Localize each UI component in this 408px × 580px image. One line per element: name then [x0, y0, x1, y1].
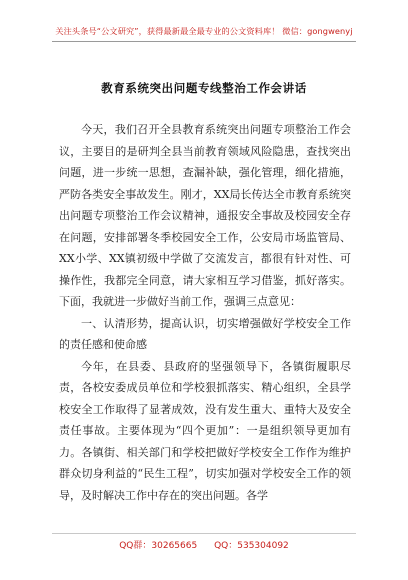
- footer-qq-group: QQ群：30265665: [119, 541, 198, 551]
- paragraph-section-1: 今年，在县委、县政府的坚强领导下，各镇街履职尽责，各校安委成员单位和学校狠抓落实、精心组织，全县学校安全工作取得了显著成效，没有发生重大、重特大及安全责任事故。主要体现为“四个更加”：一是组织领导更加有力。各镇街、相关部门和学校把做好学校安全工作作为维护群众切身利益的“民生工程”，切实加强对学校安全工作的领导，及时解决工作中存在的突出问题。各学: [59, 359, 351, 502]
- header-divider: [52, 41, 356, 42]
- header-banner: 关注头条号“公文研究”，获得最新最全最专业的公文资料库！ 微信：gongwenyj: [55, 26, 353, 36]
- footer-qq-number: QQ：535304092: [214, 541, 289, 551]
- footer-divider: [52, 533, 356, 534]
- document-body: [59, 119, 351, 506]
- section-heading-1: 一、认清形势，提高认识，切实增强做好学校安全工作的责任感和使命感: [59, 316, 351, 351]
- paragraph-intro: 今天，我们召开全县教育系统突出问题专项整治工作会议，主要目的是研判全县当前教育领域风险隐患，查找突出问题，进一步统一思想，查漏补缺，强化管理，细化措施，严防各类安全事故发生。刚才，XX局长传达全市教育系统突出问题专项整治工作会议精神，通报安全事故及校园安全存在问题，安排部署冬季校园安全工作，公安局市场监管局、XX小学、XX镇初级中学做了交流发言，都很有针对性、可操作性，我都完全同意，请大家相互学习借鉴，抓好落实。下面，我就进一步做好当前工作，强调三点意见：: [59, 123, 351, 308]
- footer-contact: [0, 538, 408, 551]
- document-title: 教育系统突出问题专线整治工作会讲话: [101, 81, 307, 95]
